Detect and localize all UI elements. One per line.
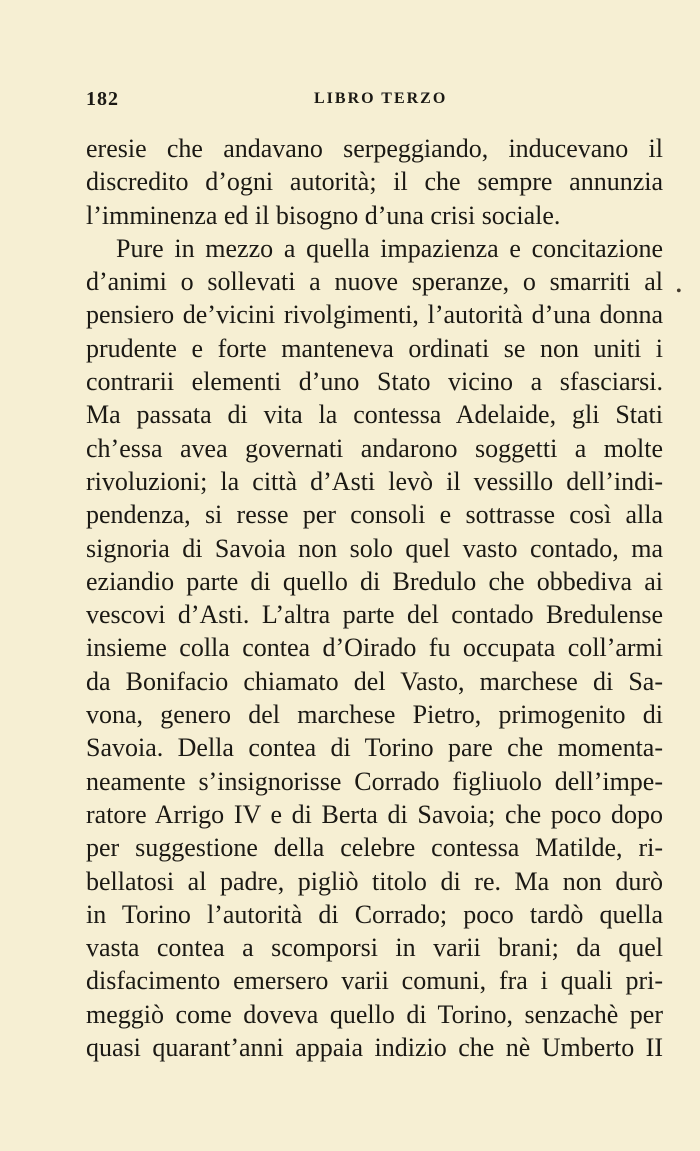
text-line: insieme colla contea d’Oirado fu occupata coll’armi	[86, 633, 663, 663]
text-line: da Bonifacio chiamato del Vasto, marchese di Sa-	[86, 666, 663, 696]
text-line: Savoia. Della contea di Torino pare che momenta-	[86, 733, 663, 763]
text-line: disfacimento emersero varii comuni, fra i quali pri-	[86, 966, 663, 996]
page-number: 182	[86, 88, 119, 110]
text-line: vasta contea a scomporsi in varii brani; da quel	[86, 933, 663, 963]
text-line: eziandio parte di quello di Bredulo che obbediva ai	[86, 566, 663, 596]
text-line: bellatosi al padre, pigliò titolo di re. Ma non durò	[86, 866, 663, 896]
text-line: pendenza, si resse per consoli e sottrasse così alla	[86, 500, 663, 530]
text-line: pensiero de’vicini rivolgimenti, l’autorità d’una donna	[86, 300, 663, 330]
margin-dot: •	[676, 283, 682, 300]
text-line: eresie che andavano serpeggiando, inducevano il	[86, 134, 663, 163]
text-line: Pure in mezzo a quella impazienza e concitazione	[116, 233, 663, 263]
text-line: contrarii elementi d’uno Stato vicino a sfasciarsi.	[86, 367, 663, 397]
text-line: rivoluzioni; la città d’Asti levò il vessillo dell’indi-	[86, 466, 663, 496]
text-line: meggiò come doveva quello di Torino, senzachè per	[86, 999, 663, 1029]
text-line: l’imminenza ed il bisogno d’una crisi sociale.	[86, 200, 561, 230]
text-line: discredito d’ogni autorità; il che sempre annunzia	[86, 167, 663, 197]
text-line: Ma passata di vita la contessa Adelaide, gli Stati	[86, 400, 663, 430]
text-line: ratore Arrigo IV e di Berta di Savoia; che poco dopo	[86, 799, 663, 829]
text-line: vescovi d’Asti. L’altra parte del contado Bredulense	[86, 600, 663, 630]
text-line: in Torino l’autorità di Corrado; poco tardò quella	[86, 899, 663, 929]
text-line: per suggestione della celebre contessa Matilde, ri-	[86, 833, 663, 863]
text-line: prudente e forte manteneva ordinati se non uniti i	[86, 333, 663, 363]
text-line: vona, genero del marchese Pietro, primogenito di	[86, 700, 663, 730]
text-line: quasi quarant’anni appaia indizio che nè Umberto II	[86, 1033, 663, 1063]
text-line: signoria di Savoia non solo quel vasto contado, ma	[86, 533, 663, 563]
text-line: ch’essa avea governati andarono soggetti a molte	[86, 433, 663, 463]
body-text	[86, 132, 663, 1064]
page-header	[86, 88, 662, 122]
text-line: d’animi o sollevati a nuove speranze, o smarriti al	[86, 267, 663, 297]
running-head: LIBRO TERZO	[314, 90, 448, 107]
text-line: neamente s’insignorisse Corrado figliuolo dell’impe-	[86, 766, 663, 796]
